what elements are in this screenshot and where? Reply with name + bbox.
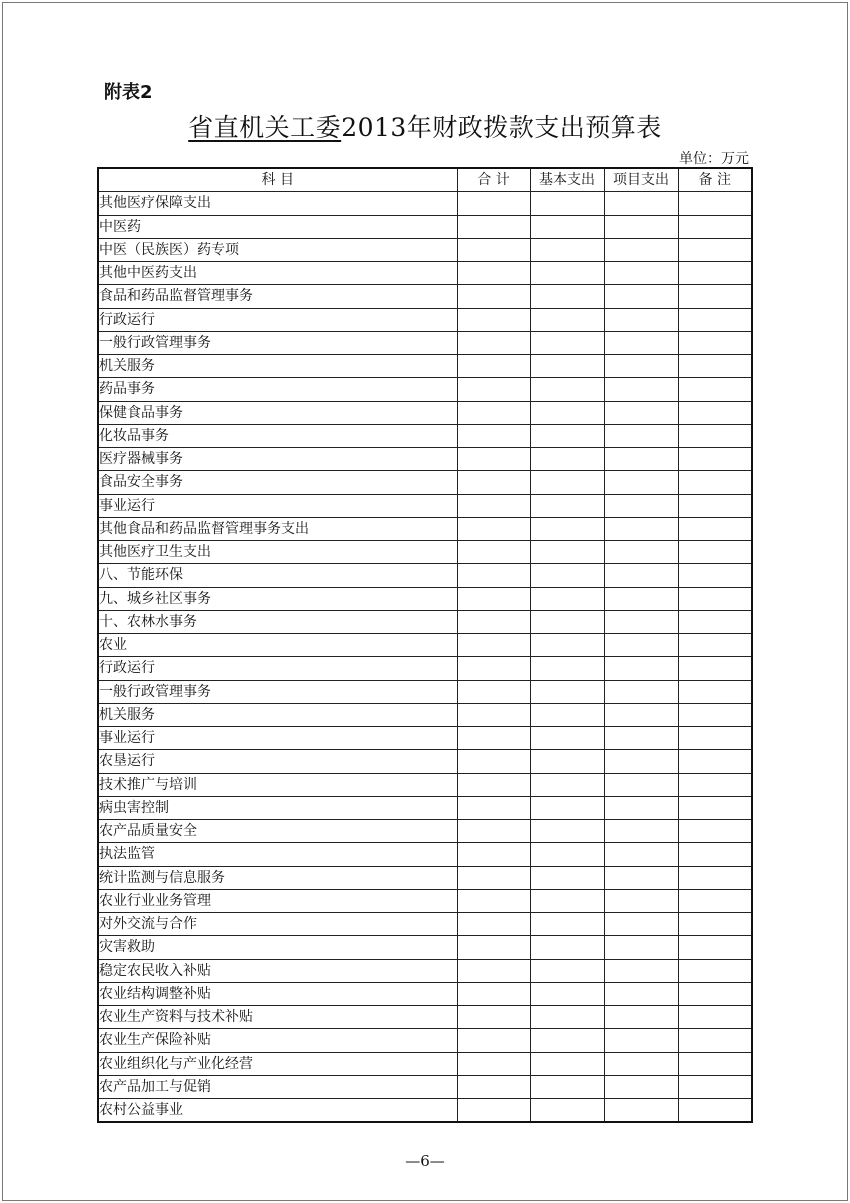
row-basic-expense-cell: [530, 1052, 604, 1075]
row-total-cell: [457, 703, 530, 726]
row-total-cell: [457, 378, 530, 401]
row-project-expense-cell: [604, 773, 678, 796]
row-project-expense-cell: [604, 610, 678, 633]
row-remarks-cell: [678, 1006, 752, 1029]
table-row: [98, 1029, 752, 1052]
row-subject: 食品和药品监督管理事务: [98, 285, 457, 308]
row-remarks-cell: [678, 820, 752, 843]
row-project-expense-cell: [604, 657, 678, 680]
row-subject: 其他食品和药品监督管理事务支出: [98, 517, 457, 540]
row-project-expense-cell: [604, 517, 678, 540]
row-remarks-cell: [678, 331, 752, 354]
row-remarks-cell: [678, 1099, 752, 1123]
column-header-remarks: 备 注: [678, 168, 752, 192]
row-remarks-cell: [678, 541, 752, 564]
row-basic-expense-cell: [530, 401, 604, 424]
row-total-cell: [457, 1006, 530, 1029]
table-row: [98, 355, 752, 378]
table-body: [98, 192, 752, 1123]
row-subject: 执法监管: [98, 843, 457, 866]
row-total-cell: [457, 750, 530, 773]
row-basic-expense-cell: [530, 285, 604, 308]
table-row: [98, 866, 752, 889]
row-basic-expense-cell: [530, 610, 604, 633]
row-remarks-cell: [678, 1075, 752, 1098]
row-basic-expense-cell: [530, 448, 604, 471]
row-basic-expense-cell: [530, 262, 604, 285]
row-total-cell: [457, 1029, 530, 1052]
row-project-expense-cell: [604, 913, 678, 936]
row-subject: 农产品质量安全: [98, 820, 457, 843]
row-subject: 一般行政管理事务: [98, 680, 457, 703]
row-project-expense-cell: [604, 1052, 678, 1075]
row-project-expense-cell: [604, 215, 678, 238]
unit-label: 单位：万元: [679, 151, 749, 167]
row-project-expense-cell: [604, 820, 678, 843]
row-total-cell: [457, 424, 530, 447]
row-basic-expense-cell: [530, 796, 604, 819]
row-project-expense-cell: [604, 331, 678, 354]
table-row: [98, 215, 752, 238]
row-total-cell: [457, 448, 530, 471]
row-basic-expense-cell: [530, 1099, 604, 1123]
row-project-expense-cell: [604, 982, 678, 1005]
row-basic-expense-cell: [530, 192, 604, 215]
row-project-expense-cell: [604, 355, 678, 378]
row-remarks-cell: [678, 889, 752, 912]
row-total-cell: [457, 820, 530, 843]
row-basic-expense-cell: [530, 727, 604, 750]
table-row: [98, 285, 752, 308]
row-total-cell: [457, 541, 530, 564]
appendix-label: 附表2: [104, 82, 153, 103]
row-subject: 其他医疗卫生支出: [98, 541, 457, 564]
row-basic-expense-cell: [530, 913, 604, 936]
row-project-expense-cell: [604, 680, 678, 703]
row-total-cell: [457, 262, 530, 285]
row-basic-expense-cell: [530, 355, 604, 378]
row-total-cell: [457, 866, 530, 889]
row-remarks-cell: [678, 727, 752, 750]
row-basic-expense-cell: [530, 378, 604, 401]
row-basic-expense-cell: [530, 471, 604, 494]
table-row: [98, 1075, 752, 1098]
table-header-row: [98, 168, 752, 192]
page-number: —6—: [405, 1152, 445, 1170]
column-header-total: 合 计: [457, 168, 530, 192]
row-remarks-cell: [678, 680, 752, 703]
row-remarks-cell: [678, 401, 752, 424]
row-project-expense-cell: [604, 889, 678, 912]
row-remarks-cell: [678, 936, 752, 959]
row-basic-expense-cell: [530, 587, 604, 610]
row-subject: 对外交流与合作: [98, 913, 457, 936]
row-subject: 药品事务: [98, 378, 457, 401]
row-remarks-cell: [678, 913, 752, 936]
row-project-expense-cell: [604, 192, 678, 215]
row-remarks-cell: [678, 866, 752, 889]
row-project-expense-cell: [604, 541, 678, 564]
row-subject: 中医（民族医）药专项: [98, 238, 457, 261]
row-subject: 统计监测与信息服务: [98, 866, 457, 889]
title-organization: 省直机关工委: [188, 113, 342, 142]
row-project-expense-cell: [604, 471, 678, 494]
row-total-cell: [457, 936, 530, 959]
row-project-expense-cell: [604, 448, 678, 471]
row-total-cell: [457, 680, 530, 703]
table-row: [98, 541, 752, 564]
row-basic-expense-cell: [530, 238, 604, 261]
row-project-expense-cell: [604, 1006, 678, 1029]
row-basic-expense-cell: [530, 1006, 604, 1029]
row-subject: 医疗器械事务: [98, 448, 457, 471]
row-project-expense-cell: [604, 378, 678, 401]
row-basic-expense-cell: [530, 936, 604, 959]
row-subject: 机关服务: [98, 703, 457, 726]
row-subject: 行政运行: [98, 657, 457, 680]
row-remarks-cell: [678, 517, 752, 540]
table-row: [98, 471, 752, 494]
row-total-cell: [457, 401, 530, 424]
budget-table: [97, 167, 753, 1123]
row-subject: 农产品加工与促销: [98, 1075, 457, 1098]
table-row: [98, 517, 752, 540]
row-remarks-cell: [678, 238, 752, 261]
row-project-expense-cell: [604, 634, 678, 657]
table-row: [98, 308, 752, 331]
row-remarks-cell: [678, 982, 752, 1005]
row-basic-expense-cell: [530, 889, 604, 912]
table-row: [98, 238, 752, 261]
table-row: [98, 936, 752, 959]
row-remarks-cell: [678, 657, 752, 680]
row-total-cell: [457, 634, 530, 657]
row-project-expense-cell: [604, 494, 678, 517]
row-total-cell: [457, 587, 530, 610]
row-subject: 化妆品事务: [98, 424, 457, 447]
title-text: 2013年财政拨款支出预算表: [341, 113, 662, 142]
row-subject: 农业: [98, 634, 457, 657]
row-basic-expense-cell: [530, 517, 604, 540]
table-row: [98, 564, 752, 587]
row-total-cell: [457, 1075, 530, 1098]
row-remarks-cell: [678, 773, 752, 796]
row-basic-expense-cell: [530, 773, 604, 796]
row-subject: 一般行政管理事务: [98, 331, 457, 354]
row-subject: 灾害救助: [98, 936, 457, 959]
row-basic-expense-cell: [530, 494, 604, 517]
row-total-cell: [457, 796, 530, 819]
row-project-expense-cell: [604, 308, 678, 331]
row-remarks-cell: [678, 308, 752, 331]
table-row: [98, 913, 752, 936]
row-total-cell: [457, 517, 530, 540]
row-total-cell: [457, 982, 530, 1005]
row-subject: 十、农林水事务: [98, 610, 457, 633]
row-project-expense-cell: [604, 843, 678, 866]
row-project-expense-cell: [604, 703, 678, 726]
row-project-expense-cell: [604, 959, 678, 982]
row-remarks-cell: [678, 192, 752, 215]
row-subject: 农村公益事业: [98, 1099, 457, 1123]
row-remarks-cell: [678, 355, 752, 378]
row-subject: 农垦运行: [98, 750, 457, 773]
row-subject: 其他中医药支出: [98, 262, 457, 285]
table-row: [98, 1006, 752, 1029]
row-subject: 其他医疗保障支出: [98, 192, 457, 215]
row-project-expense-cell: [604, 424, 678, 447]
row-total-cell: [457, 773, 530, 796]
row-total-cell: [457, 215, 530, 238]
table-row: [98, 959, 752, 982]
row-project-expense-cell: [604, 262, 678, 285]
row-total-cell: [457, 843, 530, 866]
row-total-cell: [457, 959, 530, 982]
row-basic-expense-cell: [530, 703, 604, 726]
row-subject: 技术推广与培训: [98, 773, 457, 796]
row-subject: 病虫害控制: [98, 796, 457, 819]
row-remarks-cell: [678, 1029, 752, 1052]
table-row: [98, 634, 752, 657]
table-row: [98, 982, 752, 1005]
row-remarks-cell: [678, 634, 752, 657]
row-subject: 九、城乡社区事务: [98, 587, 457, 610]
row-total-cell: [457, 192, 530, 215]
row-basic-expense-cell: [530, 843, 604, 866]
row-subject: 食品安全事务: [98, 471, 457, 494]
table-row: [98, 657, 752, 680]
row-project-expense-cell: [604, 238, 678, 261]
row-remarks-cell: [678, 262, 752, 285]
row-remarks-cell: [678, 285, 752, 308]
row-basic-expense-cell: [530, 331, 604, 354]
row-remarks-cell: [678, 1052, 752, 1075]
row-subject: 农业生产资料与技术补贴: [98, 1006, 457, 1029]
row-total-cell: [457, 331, 530, 354]
row-project-expense-cell: [604, 285, 678, 308]
table-row: [98, 1099, 752, 1123]
row-subject: 行政运行: [98, 308, 457, 331]
table-row: [98, 494, 752, 517]
row-total-cell: [457, 1099, 530, 1123]
table-row: [98, 843, 752, 866]
row-project-expense-cell: [604, 587, 678, 610]
row-remarks-cell: [678, 471, 752, 494]
table-row: [98, 703, 752, 726]
row-basic-expense-cell: [530, 959, 604, 982]
table-row: [98, 796, 752, 819]
row-basic-expense-cell: [530, 657, 604, 680]
table-row: [98, 610, 752, 633]
row-subject: 八、节能环保: [98, 564, 457, 587]
row-project-expense-cell: [604, 796, 678, 819]
row-basic-expense-cell: [530, 308, 604, 331]
row-subject: 保健食品事务: [98, 401, 457, 424]
row-remarks-cell: [678, 424, 752, 447]
row-basic-expense-cell: [530, 215, 604, 238]
row-basic-expense-cell: [530, 982, 604, 1005]
row-remarks-cell: [678, 796, 752, 819]
row-remarks-cell: [678, 378, 752, 401]
row-remarks-cell: [678, 959, 752, 982]
row-total-cell: [457, 494, 530, 517]
row-project-expense-cell: [604, 401, 678, 424]
row-basic-expense-cell: [530, 750, 604, 773]
row-subject: 事业运行: [98, 494, 457, 517]
row-basic-expense-cell: [530, 680, 604, 703]
row-basic-expense-cell: [530, 866, 604, 889]
table-row: [98, 448, 752, 471]
row-remarks-cell: [678, 564, 752, 587]
row-subject: 事业运行: [98, 727, 457, 750]
table-row: [98, 750, 752, 773]
row-basic-expense-cell: [530, 1075, 604, 1098]
table-row: [98, 727, 752, 750]
row-total-cell: [457, 610, 530, 633]
table-row: [98, 262, 752, 285]
row-project-expense-cell: [604, 564, 678, 587]
row-project-expense-cell: [604, 727, 678, 750]
row-subject: 农业组织化与产业化经营: [98, 1052, 457, 1075]
row-project-expense-cell: [604, 1029, 678, 1052]
row-basic-expense-cell: [530, 564, 604, 587]
table-row: [98, 192, 752, 215]
row-project-expense-cell: [604, 750, 678, 773]
column-header-basic-expense: 基本支出: [530, 168, 604, 192]
table-row: [98, 378, 752, 401]
row-total-cell: [457, 889, 530, 912]
table-row: [98, 1052, 752, 1075]
row-subject: 农业结构调整补贴: [98, 982, 457, 1005]
row-subject: 农业生产保险补贴: [98, 1029, 457, 1052]
table-row: [98, 424, 752, 447]
row-total-cell: [457, 355, 530, 378]
table-row: [98, 773, 752, 796]
row-subject: 农业行业业务管理: [98, 889, 457, 912]
row-project-expense-cell: [604, 1099, 678, 1123]
row-basic-expense-cell: [530, 541, 604, 564]
row-total-cell: [457, 285, 530, 308]
row-remarks-cell: [678, 703, 752, 726]
table-row: [98, 331, 752, 354]
row-basic-expense-cell: [530, 634, 604, 657]
row-remarks-cell: [678, 448, 752, 471]
row-basic-expense-cell: [530, 820, 604, 843]
row-basic-expense-cell: [530, 424, 604, 447]
row-total-cell: [457, 913, 530, 936]
table-row: [98, 889, 752, 912]
row-total-cell: [457, 1052, 530, 1075]
row-project-expense-cell: [604, 866, 678, 889]
table-row: [98, 587, 752, 610]
column-header-subject: 科 目: [98, 168, 457, 192]
row-total-cell: [457, 564, 530, 587]
table-row: [98, 401, 752, 424]
row-remarks-cell: [678, 494, 752, 517]
row-total-cell: [457, 727, 530, 750]
row-remarks-cell: [678, 610, 752, 633]
row-subject: 中医药: [98, 215, 457, 238]
row-total-cell: [457, 308, 530, 331]
row-subject: 稳定农民收入补贴: [98, 959, 457, 982]
table-row: [98, 680, 752, 703]
row-remarks-cell: [678, 215, 752, 238]
row-subject: 机关服务: [98, 355, 457, 378]
row-remarks-cell: [678, 750, 752, 773]
row-project-expense-cell: [604, 936, 678, 959]
row-total-cell: [457, 471, 530, 494]
row-project-expense-cell: [604, 1075, 678, 1098]
row-remarks-cell: [678, 587, 752, 610]
column-header-project-expense: 项目支出: [604, 168, 678, 192]
page-title: [0, 108, 850, 144]
row-total-cell: [457, 238, 530, 261]
row-remarks-cell: [678, 843, 752, 866]
row-total-cell: [457, 657, 530, 680]
table-row: [98, 820, 752, 843]
row-basic-expense-cell: [530, 1029, 604, 1052]
